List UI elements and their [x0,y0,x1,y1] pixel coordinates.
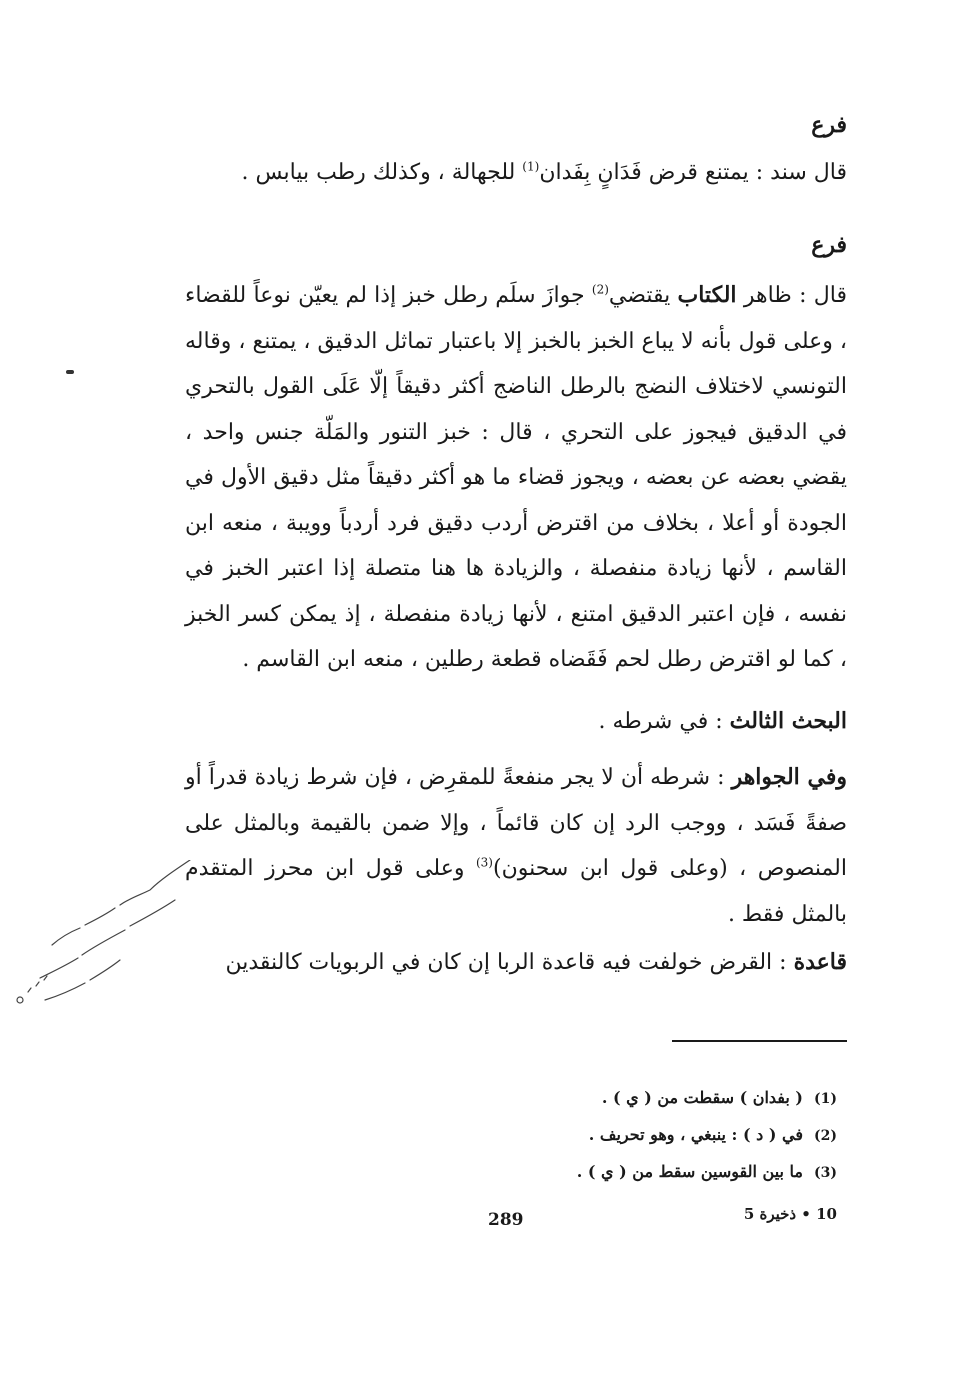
footnote-text: ما بين القوسين سقط من ( ي ) . [576,1162,803,1181]
ink-speck [66,370,74,374]
rule-text: : القرض خولفت فيه قاعدة الربا إن كان في الربويات كالنقدين [225,950,794,975]
footnote-number: (3) [814,1165,837,1181]
jawahir-text-2: وعلى قول ابن محرز المتقدم بالمثل فقط . [185,856,847,927]
footnote-item [577,1080,837,1117]
footnote-text: في ( د ) : ينبغي ، وهو تحريف . [588,1125,803,1144]
footnotes-list [577,1080,837,1191]
jawahir-term: وفي الجواهر [731,764,847,790]
jawahir-text-1: : شرطه أن لا يجر منفعةً للمقرِض ، فإن شرط زيادة قدراً أو صفةً فَسَد ، ووجب الرد إن كان قائماً ، وإلا ضمن بالقيمة وبالمثل على المنصوص ، (وعلى قول ابن سحنون) [185,765,847,881]
signature-mark: 10 • ذخيرة 5 [743,1205,837,1223]
rule-paragraph [185,940,847,986]
page-number: 289 [488,1210,524,1230]
branch-1-text-start: قال سند : يمتنع قرض فَدَانٍ بِفَدان [539,160,847,185]
branch-1-paragraph [185,150,847,196]
margin-handwriting-icon [0,860,200,1040]
branch-2-text-2: يقتضي [608,283,678,308]
jawahir-paragraph [185,755,847,937]
branch-heading-1: فرع [811,112,847,138]
section-subtitle: : في شرطه . [598,709,730,734]
branch-2-paragraph [185,273,847,683]
footnote-ref-1[interactable]: (1) [522,159,540,174]
branch-2-text-3: جوازَ سلَم رطل خبز إذا لم يعيّن نوعاً للقضاء ، وعلى قول بأنه لا يباع الخبز بالخبز إلا باعتبار تماثل الدقيق ، يمتنع ، وقاله التونسي لاختلاف النضج بالرطل الناضج أكثر دقيقاً إلّا عَلَى القول بالتحري في الدقيق فيجوز على التحري ، قال : خبز التنور والمَلّة جنس واحد ، يقضي بعضه عن بعضه ، ويجوز قضاء ما هو أكثر دقيقاً مثل دقيق الأول في الجودة أو أعلا ، بخلاف من اقترض أردب دقيق فرد أردباً وويبة ، منعه ابن القاسم ، لأنها زيادة منفصلة ، والزيادة ها هنا متصلة إذا اعتبر الخبز في نفسه ، فإن اعتبر الدقيق امتنع ، لأنها زيادة منفصلة ، إذ يمكن كسر الخبز ، كما لو اقترض رطل لحم فَقَضاه قطعة رطلين ، منعه ابن القاسم . [185,283,847,672]
footnote-text: ( بفدان ) سقطت من ( ي ) . [601,1088,803,1107]
footnote-ref-3[interactable]: (3) [475,855,493,870]
branch-heading-2: فرع [811,232,847,258]
footnote-ref-2[interactable]: (2) [591,282,609,297]
book-term: الكتاب [677,282,737,308]
section-heading-3 [599,708,848,734]
branch-1-text-end: للجهالة ، وكذلك رطب بيابس . [241,160,523,185]
footnote-number: (2) [814,1128,837,1144]
branch-2-text-1: قال : ظاهر [736,283,847,308]
footnote-item [577,1117,837,1154]
section-title: البحث الثالث [729,708,847,734]
footnote-number: (1) [814,1091,837,1107]
footnote-divider [672,1040,847,1042]
footnote-item [577,1154,837,1191]
rule-term: قاعدة [793,949,847,975]
